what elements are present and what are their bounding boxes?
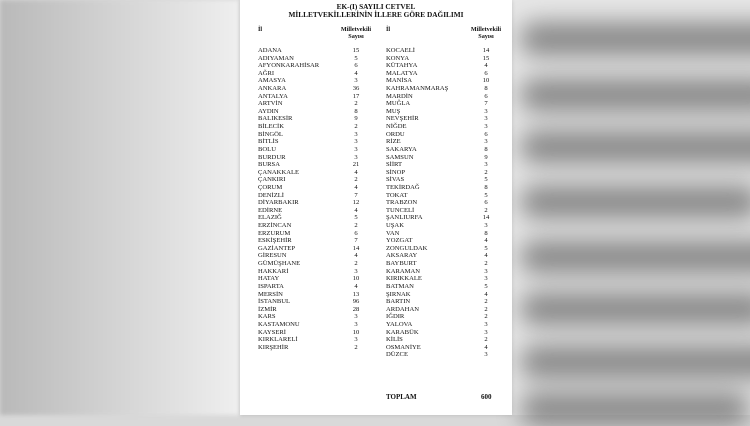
deputy-count: 3 <box>484 328 488 336</box>
province-name: DENİZLİ <box>258 191 284 199</box>
province-name: MUĞLA <box>386 100 411 108</box>
deputy-count: 3 <box>484 161 488 169</box>
deputy-count: 3 <box>484 275 488 283</box>
blurred-background-left <box>0 0 240 415</box>
province-row <box>258 115 376 123</box>
province-row <box>258 131 376 139</box>
deputy-count: 5 <box>484 176 488 184</box>
province-name: ISPARTA <box>258 282 284 290</box>
province-row <box>258 245 376 253</box>
deputy-count: 4 <box>354 183 358 191</box>
deputy-count: 9 <box>354 115 358 123</box>
province-row <box>386 291 504 299</box>
deputy-count: 14 <box>352 244 360 252</box>
province-name: BATMAN <box>386 282 414 290</box>
province-name: IĞDIR <box>386 313 405 321</box>
deputy-count: 2 <box>354 123 358 131</box>
deputy-count: 15 <box>482 54 490 62</box>
province-name: KOCAELİ <box>386 47 415 54</box>
deputy-count: 15 <box>352 47 360 54</box>
province-row <box>386 298 504 306</box>
province-row <box>386 329 504 337</box>
province-row <box>386 344 504 352</box>
province-row <box>258 321 376 329</box>
deputy-count: 4 <box>354 69 358 77</box>
province-name: TUNCELİ <box>386 206 415 214</box>
province-name: KIRIKKALE <box>386 275 422 283</box>
province-row <box>386 169 504 177</box>
province-name: BİLECİK <box>258 123 285 131</box>
province-row <box>386 313 504 321</box>
province-row <box>386 351 504 359</box>
province-row <box>386 77 504 85</box>
province-name: BİNGÖL <box>258 130 283 138</box>
province-row <box>258 252 376 260</box>
deputy-count: 2 <box>484 298 488 306</box>
province-name: KAHRAMANMARAŞ <box>386 85 449 93</box>
left-column-header <box>258 26 376 40</box>
deputy-count: 7 <box>484 100 488 108</box>
deputy-count: 6 <box>484 69 488 77</box>
deputy-count: 2 <box>484 260 488 268</box>
deputy-count: 5 <box>354 54 358 62</box>
province-name: KAYSERİ <box>258 328 286 336</box>
province-row <box>386 115 504 123</box>
deputy-count: 6 <box>354 62 358 70</box>
province-name: ARTVİN <box>258 100 283 108</box>
deputy-count: 17 <box>352 92 360 100</box>
deputy-count: 3 <box>484 320 488 328</box>
deputy-count: 3 <box>354 267 358 275</box>
blurred-text-strip <box>520 292 750 326</box>
deputy-count: 4 <box>354 206 358 214</box>
province-name: KARAMAN <box>386 267 421 275</box>
blurred-text-strip <box>520 130 750 164</box>
deputy-count: 4 <box>484 62 488 70</box>
province-row <box>386 192 504 200</box>
province-name: ÇORUM <box>258 183 283 191</box>
province-name: KIRŞEHİR <box>258 343 289 351</box>
province-name: TEKİRDAĞ <box>386 183 420 191</box>
deputy-count: 28 <box>352 305 360 313</box>
province-row <box>258 344 376 352</box>
title-line-1: EK-(I) SAYILI CETVEL <box>336 2 416 11</box>
province-name: MANİSA <box>386 77 413 85</box>
document-title <box>240 3 512 19</box>
province-name: BİTLİS <box>258 138 279 146</box>
province-row <box>258 306 376 314</box>
deputy-count: 3 <box>354 138 358 146</box>
province-row <box>258 192 376 200</box>
deputy-count: 3 <box>354 153 358 161</box>
blurred-text-strip <box>520 78 750 112</box>
province-name: KÜTAHYA <box>386 62 418 70</box>
province-name: ELAZIĞ <box>258 214 282 222</box>
deputy-count: 8 <box>484 183 488 191</box>
blurred-text-strip <box>520 240 750 274</box>
province-name: ADANA <box>258 47 282 54</box>
province-row <box>386 252 504 260</box>
province-name: ÇANKIRI <box>258 176 286 184</box>
province-name: YALOVA <box>386 320 413 328</box>
province-header: İl <box>386 26 391 33</box>
deputy-count: 2 <box>354 343 358 351</box>
province-name: NEVŞEHİR <box>386 115 419 123</box>
province-row <box>258 283 376 291</box>
province-name: KIRKLARELİ <box>258 336 298 344</box>
deputy-count: 2 <box>484 336 488 344</box>
province-name: ERZİNCAN <box>258 222 292 230</box>
province-row <box>258 161 376 169</box>
province-name: DÜZCE <box>386 351 408 359</box>
province-name: AKSARAY <box>386 252 418 260</box>
deputy-count: 21 <box>352 161 360 169</box>
deputy-count: 6 <box>484 199 488 207</box>
title-line-2: MİLLETVEKİLLERİNİN İLLERE GÖRE DAĞILIMI <box>288 10 464 19</box>
province-row <box>258 313 376 321</box>
province-name: BAYBURT <box>386 260 417 268</box>
province-row <box>258 93 376 101</box>
deputy-count: 4 <box>484 252 488 260</box>
deputy-count: 10 <box>482 77 490 85</box>
deputy-count: 4 <box>484 237 488 245</box>
province-name: SİİRT <box>386 161 403 169</box>
province-name: BURDUR <box>258 153 286 161</box>
province-row <box>386 321 504 329</box>
province-row <box>258 230 376 238</box>
deputy-count: 2 <box>484 206 488 214</box>
deputy-count: 6 <box>484 130 488 138</box>
province-name: HATAY <box>258 275 280 283</box>
province-name: BOLU <box>258 145 276 153</box>
deputy-count: 96 <box>352 298 360 306</box>
province-row <box>386 55 504 63</box>
blurred-text-strip <box>520 22 750 56</box>
province-row <box>258 222 376 230</box>
count-header <box>466 27 506 40</box>
count-header-line-1: Milletvekili <box>340 26 372 33</box>
province-row <box>386 207 504 215</box>
province-row <box>386 131 504 139</box>
deputy-count: 5 <box>484 191 488 199</box>
province-name: BURSA <box>258 161 280 169</box>
province-name: GİRESUN <box>258 252 287 260</box>
province-row <box>258 336 376 344</box>
deputy-count: 10 <box>352 275 360 283</box>
document-page <box>240 0 512 415</box>
deputy-count: 7 <box>354 191 358 199</box>
deputy-count: 2 <box>354 260 358 268</box>
province-name: SİVAS <box>386 176 405 184</box>
deputy-count: 8 <box>484 145 488 153</box>
province-name: TRABZON <box>386 199 418 207</box>
province-row <box>258 47 376 55</box>
left-province-list <box>258 47 376 351</box>
province-name: ANKARA <box>258 85 287 93</box>
province-name: ERZURUM <box>258 229 291 237</box>
deputy-count: 3 <box>354 320 358 328</box>
deputy-count: 5 <box>484 244 488 252</box>
province-name: ANTALYA <box>258 92 288 100</box>
province-row <box>386 214 504 222</box>
deputy-count: 2 <box>484 313 488 321</box>
deputy-count: 3 <box>484 115 488 123</box>
province-name: ŞANLIURFA <box>386 214 423 222</box>
province-header: İl <box>258 26 263 33</box>
deputy-count: 12 <box>352 199 360 207</box>
province-name: VAN <box>386 229 400 237</box>
province-name: SAMSUN <box>386 153 414 161</box>
province-row <box>258 55 376 63</box>
deputy-count: 4 <box>484 343 488 351</box>
deputy-count: 4 <box>484 290 488 298</box>
province-row <box>258 108 376 116</box>
province-row <box>386 70 504 78</box>
province-row <box>258 268 376 276</box>
province-name: ÇANAKKALE <box>258 168 300 176</box>
deputy-count: 7 <box>354 237 358 245</box>
deputy-count: 3 <box>484 267 488 275</box>
blurred-text-strip <box>520 345 750 379</box>
deputy-count: 2 <box>354 222 358 230</box>
province-row <box>258 291 376 299</box>
deputy-count: 2 <box>354 176 358 184</box>
deputy-count: 13 <box>352 290 360 298</box>
province-row <box>258 184 376 192</box>
province-name: YOZGAT <box>386 237 413 245</box>
count-header <box>336 27 376 40</box>
deputy-count: 6 <box>354 229 358 237</box>
province-row <box>258 275 376 283</box>
total-value: 600 <box>481 393 492 401</box>
count-header-line-1: Milletvekili <box>470 26 502 33</box>
province-name: KASTAMONU <box>258 320 300 328</box>
province-name: AFYONKARAHİSAR <box>258 62 320 70</box>
province-row <box>386 222 504 230</box>
province-name: SAKARYA <box>386 145 417 153</box>
deputy-count: 4 <box>354 282 358 290</box>
province-row <box>258 260 376 268</box>
right-province-list <box>386 47 504 359</box>
province-row <box>258 62 376 70</box>
province-row <box>386 47 504 55</box>
province-row <box>386 146 504 154</box>
deputy-count: 8 <box>484 229 488 237</box>
deputy-count: 5 <box>354 214 358 222</box>
province-name: AMASYA <box>258 77 286 85</box>
province-name: MARDİN <box>386 92 413 100</box>
province-row <box>258 123 376 131</box>
count-header-line-2: Sayısı <box>348 32 364 40</box>
right-column-header <box>386 26 504 40</box>
deputy-count: 3 <box>484 351 488 359</box>
province-name: MUŞ <box>386 107 401 115</box>
deputy-count: 14 <box>482 47 490 54</box>
province-row <box>258 146 376 154</box>
province-name: MERSİN <box>258 290 283 298</box>
province-name: İZMİR <box>258 305 277 313</box>
total-label: TOPLAM <box>386 393 417 401</box>
province-row <box>258 70 376 78</box>
province-row <box>258 154 376 162</box>
province-name: KARABÜK <box>386 328 419 336</box>
deputy-count: 3 <box>484 138 488 146</box>
province-name: SİNOP <box>386 168 406 176</box>
blurred-text-strip <box>520 392 750 426</box>
province-row <box>386 199 504 207</box>
province-row <box>386 184 504 192</box>
province-row <box>386 62 504 70</box>
province-name: İSTANBUL <box>258 298 291 306</box>
blurred-text-strip <box>520 185 750 219</box>
deputy-count: 36 <box>352 85 360 93</box>
province-row <box>258 77 376 85</box>
province-name: AYDIN <box>258 107 279 115</box>
count-header-line-2: Sayısı <box>478 32 494 40</box>
province-row <box>258 329 376 337</box>
deputy-count: 2 <box>354 100 358 108</box>
province-name: ADIYAMAN <box>258 54 294 62</box>
deputy-count: 2 <box>484 305 488 313</box>
province-name: GAZİANTEP <box>258 244 295 252</box>
province-row <box>386 268 504 276</box>
province-name: RİZE <box>386 138 401 146</box>
province-name: ARDAHAN <box>386 305 419 313</box>
province-row <box>258 199 376 207</box>
deputy-count: 3 <box>354 336 358 344</box>
province-row <box>386 230 504 238</box>
deputy-count: 5 <box>484 282 488 290</box>
deputy-count: 4 <box>354 168 358 176</box>
deputy-count: 3 <box>484 222 488 230</box>
deputy-count: 4 <box>354 252 358 260</box>
province-row <box>258 176 376 184</box>
province-row <box>258 138 376 146</box>
deputy-count: 14 <box>482 214 490 222</box>
province-row <box>386 237 504 245</box>
province-name: DİYARBAKIR <box>258 199 299 207</box>
province-row <box>386 154 504 162</box>
province-name: NİĞDE <box>386 123 407 131</box>
province-row <box>386 85 504 93</box>
province-row <box>386 138 504 146</box>
province-row <box>386 283 504 291</box>
province-row <box>258 169 376 177</box>
province-name: ESKİŞEHİR <box>258 237 292 245</box>
province-name: GÜMÜŞHANE <box>258 260 301 268</box>
province-name: AĞRI <box>258 69 275 77</box>
deputy-count: 3 <box>354 313 358 321</box>
province-row <box>386 100 504 108</box>
province-row <box>386 245 504 253</box>
province-row <box>258 214 376 222</box>
deputy-count: 3 <box>354 145 358 153</box>
deputy-count: 6 <box>484 92 488 100</box>
province-row <box>258 298 376 306</box>
province-name: UŞAK <box>386 222 404 230</box>
province-name: EDİRNE <box>258 206 283 214</box>
province-row <box>386 108 504 116</box>
deputy-count: 2 <box>484 168 488 176</box>
deputy-count: 8 <box>354 107 358 115</box>
deputy-count: 3 <box>354 130 358 138</box>
deputy-count: 3 <box>484 123 488 131</box>
province-row <box>386 336 504 344</box>
province-name: BARTIN <box>386 298 411 306</box>
province-row <box>386 260 504 268</box>
province-name: KONYA <box>386 54 410 62</box>
deputy-count: 3 <box>484 107 488 115</box>
total-row <box>386 393 510 401</box>
province-row <box>258 85 376 93</box>
province-row <box>258 100 376 108</box>
province-row <box>386 123 504 131</box>
province-name: BALIKESİR <box>258 115 293 123</box>
province-name: OSMANİYE <box>386 343 421 351</box>
deputy-count: 8 <box>484 85 488 93</box>
province-name: MALATYA <box>386 69 418 77</box>
province-name: HAKKARİ <box>258 267 289 275</box>
province-row <box>386 161 504 169</box>
deputy-count: 3 <box>354 77 358 85</box>
province-name: KİLİS <box>386 336 403 344</box>
province-row <box>386 176 504 184</box>
province-name: KARS <box>258 313 276 321</box>
province-name: ORDU <box>386 130 405 138</box>
province-name: ZONGULDAK <box>386 244 428 252</box>
province-row <box>386 275 504 283</box>
deputy-count: 10 <box>352 328 360 336</box>
deputy-count: 9 <box>484 153 488 161</box>
province-name: ŞIRNAK <box>386 290 411 298</box>
province-row <box>258 237 376 245</box>
province-name: TOKAT <box>386 191 408 199</box>
